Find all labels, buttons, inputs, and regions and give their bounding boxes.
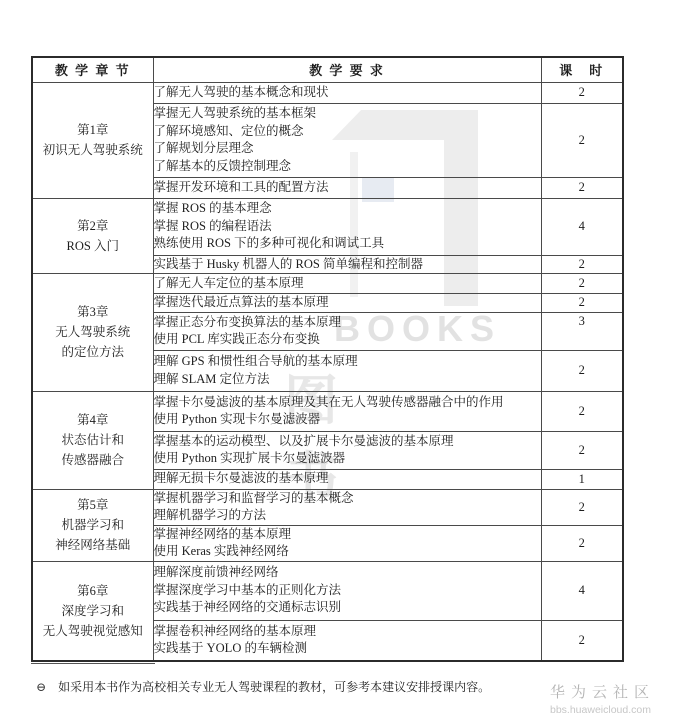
hours-cell: 2: [541, 82, 623, 103]
chapter-cell-5: [32, 489, 153, 561]
chapter-title: 无人驾驶视觉感知: [42, 623, 143, 638]
footnote: [36, 679, 556, 695]
logo-books-text: BOOKS: [334, 308, 502, 349]
hours-cell: 2: [541, 274, 623, 294]
chapter-title: 初识无人驾驶系统: [42, 143, 143, 157]
requirement-cell: [153, 431, 541, 469]
requirement-line: 掌握基本的运动模型、以及扩展卡尔曼滤波的基本原理: [153, 433, 454, 448]
requirement-line: 掌握深度学习中基本的正则化方法: [153, 582, 342, 597]
requirement-line: 了解无人车定位的基本原理: [153, 275, 304, 290]
requirement-line: 理解深度前馈神经网络: [153, 565, 279, 580]
requirement-line: 掌握无人驾驶系统的基本框架: [153, 106, 317, 120]
footnote-marker-icon: ⊖: [36, 680, 47, 694]
requirement-line: 掌握卡尔曼滤波的基本原理及其在无人驾驶传感器融合中的作用: [153, 394, 504, 409]
requirement-line: 使用 Keras 实践神经网络: [153, 544, 289, 558]
chapter-number: 第6章: [77, 583, 109, 598]
chapter-title: ROS 入门: [66, 238, 119, 253]
table-header-row: [32, 57, 623, 82]
requirement-line: 了解规划分层理念: [153, 141, 254, 155]
requirement-line: 掌握正态分布变换算法的基本原理: [153, 314, 342, 329]
requirement-line: 理解 GPS 和惯性组合导航的基本原理: [153, 354, 358, 368]
table-row: [32, 198, 623, 255]
requirement-cell: [153, 274, 541, 294]
requirement-line: 了解无人驾驶的基本概念和现状: [153, 84, 329, 99]
requirement-line: 掌握机器学习和监督学习的基本概念: [153, 490, 354, 505]
chapter-cell-4: [32, 391, 153, 489]
hours-cell: 2: [541, 391, 623, 431]
header-requirement: 教 学 要 求: [153, 57, 541, 82]
chapter-number: 第3章: [77, 305, 109, 320]
requirement-line: 了解基本的反馈控制理念: [153, 158, 292, 173]
hours-cell: 1: [541, 469, 623, 489]
requirement-cell: [153, 391, 541, 431]
chapter-cell-2: [32, 198, 153, 274]
hours-cell: 2: [541, 103, 623, 177]
footnote-separator: [31, 663, 155, 664]
chapter-number: 第1章: [77, 123, 109, 137]
requirement-line: 掌握 ROS 的编程语法: [153, 218, 272, 233]
requirement-cell: [153, 525, 541, 561]
chapter-title: 状态估计和: [61, 433, 124, 447]
requirement-line: 掌握开发环境和工具的配置方法: [153, 179, 329, 194]
hours-cell: 2: [541, 255, 623, 274]
chapter-title: 神经网络基础: [55, 538, 131, 552]
requirement-cell: [153, 469, 541, 489]
chapter-title: 传感器融合: [61, 453, 124, 467]
chapter-number: 第4章: [77, 413, 109, 427]
requirement-cell: [153, 561, 541, 620]
requirement-cell: [153, 489, 541, 525]
requirement-cell: [153, 255, 541, 274]
hours-cell: 2: [541, 177, 623, 198]
requirement-line: 理解无损卡尔曼滤波的基本原理: [153, 471, 329, 486]
requirement-cell: [153, 103, 541, 177]
chapter-title: 机器学习和: [61, 518, 124, 532]
hours-cell: 3: [541, 312, 623, 350]
requirement-line: 熟练使用 ROS 下的多种可视化和调试工具: [153, 236, 385, 251]
site-watermark-title: 华为云社区: [550, 684, 656, 701]
requirement-line: 实践基于神经网络的交通标志识别: [153, 600, 342, 615]
chapter-cell-1: [32, 82, 153, 198]
requirement-line: 使用 PCL 库实践正态分布变换: [153, 332, 320, 346]
requirement-cell: [153, 312, 541, 350]
requirement-line: 掌握迭代最近点算法的基本原理: [153, 295, 329, 309]
chapter-number: 第2章: [77, 218, 109, 233]
footnote-text: 如采用本书作为高校相关专业无人驾驶课程的教材，可参考本建议安排授课内容。: [58, 680, 491, 694]
requirement-cell: [153, 294, 541, 313]
requirement-line: 掌握神经网络的基本原理: [153, 526, 292, 541]
requirement-line: 掌握 ROS 的基本理念: [153, 201, 272, 216]
table-row: [32, 489, 623, 525]
requirement-line: 实践基于 YOLO 的车辆检测: [153, 641, 307, 656]
header-hours: 课 时: [541, 57, 623, 82]
hours-cell: 2: [541, 525, 623, 561]
hours-cell: 4: [541, 561, 623, 620]
requirement-line: 实践基于 Husky 机器人的 ROS 简单编程和控制器: [153, 256, 423, 271]
table-row: [32, 391, 623, 431]
table-row: [32, 82, 623, 103]
chapter-cell-6: [32, 561, 153, 661]
hours-cell: 4: [541, 198, 623, 255]
hours-cell: 2: [541, 620, 623, 661]
hours-cell: 2: [541, 489, 623, 525]
chapter-number: 第5章: [77, 498, 109, 512]
requirement-line: 使用 Python 实现扩展卡尔曼滤波器: [153, 451, 346, 465]
chapter-title: 无人驾驶系统: [55, 325, 131, 340]
hours-cell: 2: [541, 350, 623, 391]
chapter-title: 的定位方法: [61, 345, 124, 360]
requirement-cell: [153, 198, 541, 255]
requirement-line: 理解 SLAM 定位方法: [153, 371, 270, 386]
hours-cell: 2: [541, 294, 623, 313]
hours-cell: 2: [541, 431, 623, 469]
requirement-cell: [153, 177, 541, 198]
requirement-cell: [153, 82, 541, 103]
logo-cn-text: 图书: [284, 371, 341, 508]
requirement-line: 使用 Python 实现卡尔曼滤波器: [153, 412, 321, 426]
requirement-cell: [153, 350, 541, 391]
syllabus-table: [31, 56, 624, 662]
table-row: [32, 561, 623, 620]
header-chapter: 教 学 章 节: [32, 57, 153, 82]
chapter-cell-3: [32, 274, 153, 392]
requirement-line: 掌握卷积神经网络的基本原理: [153, 623, 317, 638]
table-row: [32, 274, 623, 294]
requirement-line: 了解环境感知、定位的概念: [153, 123, 304, 138]
requirement-line: 理解机器学习的方法: [153, 508, 267, 522]
chapter-title: 深度学习和: [61, 603, 124, 618]
site-watermark: [550, 681, 655, 716]
site-watermark-url: bbs.huaweicloud.com: [550, 704, 651, 716]
requirement-cell: [153, 620, 541, 661]
